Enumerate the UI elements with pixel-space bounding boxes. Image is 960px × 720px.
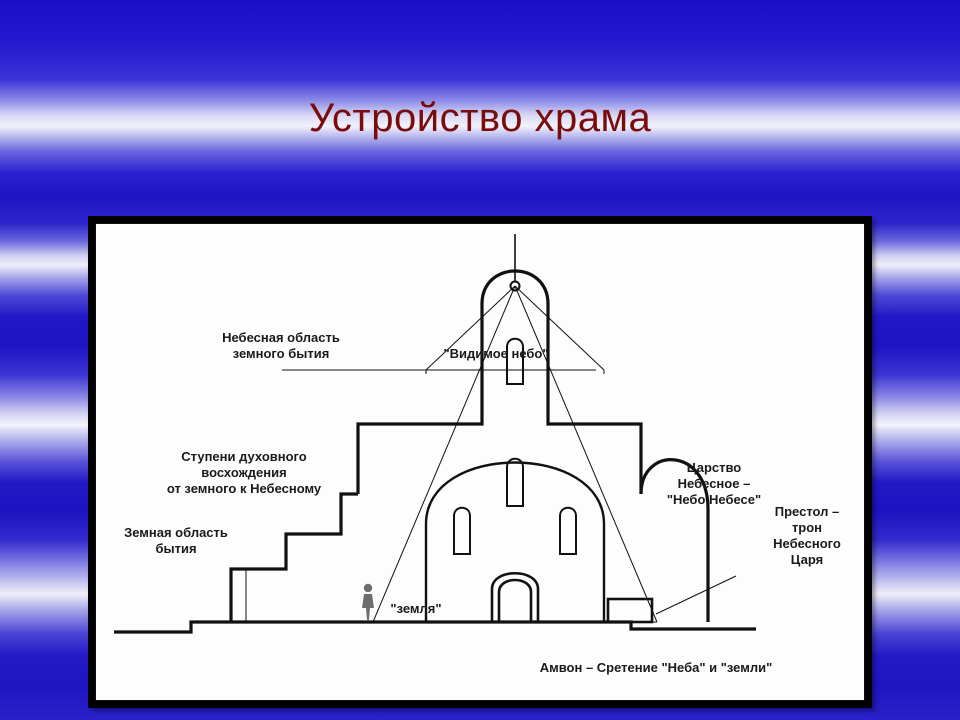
label-earthly-area-line2: бытия <box>155 541 197 556</box>
label-heavenly-area-line2: земного бытия <box>232 346 330 361</box>
label-earth: "земля" <box>390 601 442 616</box>
label-heavenly-area-line1: Небесная область <box>222 330 340 345</box>
figure-frame <box>88 216 872 708</box>
label-ambon: Амвон – Сретение "Неба" и "земли" <box>539 660 773 675</box>
label-steps-line2: восхождения <box>201 465 287 480</box>
label-throne-line1: Престол – <box>774 504 840 519</box>
label-kingdom-line2: Небесное – <box>677 476 751 491</box>
church-diagram-svg <box>96 224 865 701</box>
label-throne-line2: трон <box>791 520 823 535</box>
label-earthly-area-line1: Земная область <box>124 525 228 540</box>
label-throne-line4: Царя <box>790 552 824 567</box>
label-kingdom-line3: "Небо Небесе" <box>666 492 762 507</box>
label-steps-line1: Ступени духовного <box>181 449 307 464</box>
label-visible-sky: "Видимое небо" <box>443 346 549 361</box>
label-kingdom-line1: Царство <box>686 460 742 475</box>
label-steps-line3: от земного к Небесному <box>166 481 322 496</box>
page-title: Устройство храма <box>308 96 652 140</box>
figure-canvas <box>95 223 865 701</box>
label-throne-line3: Небесного <box>773 536 841 551</box>
